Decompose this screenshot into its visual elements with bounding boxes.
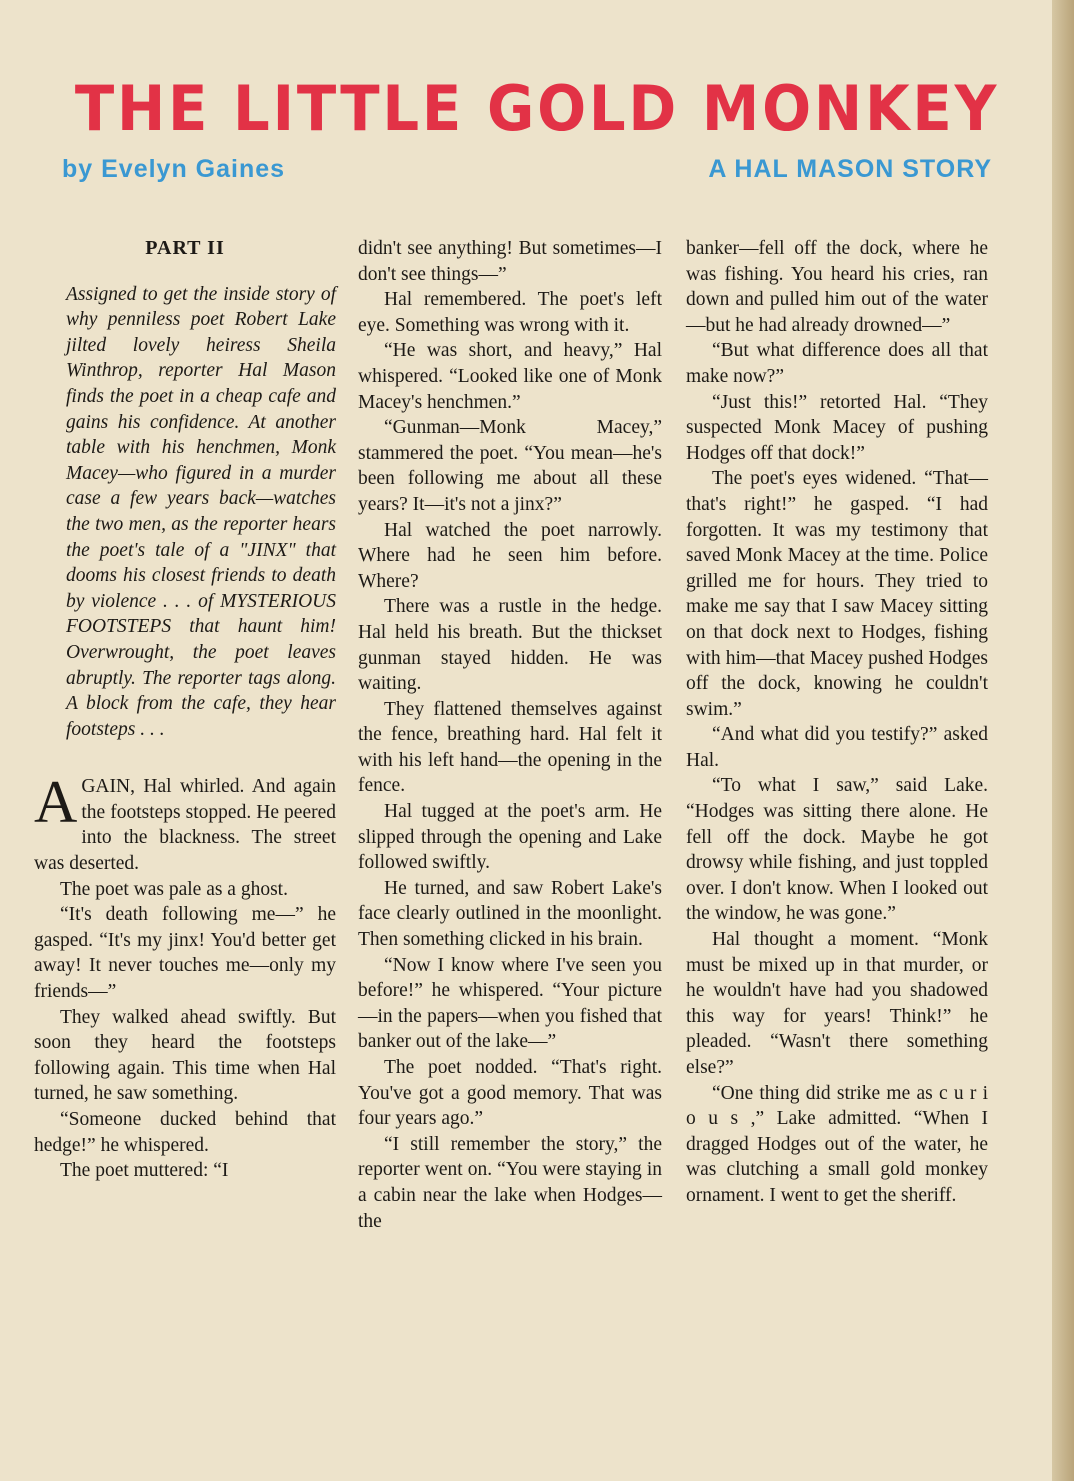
paragraph: “Now I know where I've seen you before!” he whispered. “Your picture—in the papers—when you fished that banker out of the lake—” <box>358 954 662 1053</box>
story-title: THE LITTLE GOLD MONKEY <box>74 72 1000 145</box>
paragraph: The poet nodded. “That's right. You've got a good memory. That was four years ago.” <box>358 1057 662 1130</box>
paragraph: The poet's eyes widened. “That—that's right!” he gasped. “I had forgotten. It was my testimony that saved Monk Macey at the time. Police grilled me for hours. They tried to make me say that I saw Macey sitting on that dock next to Hodges, fishing with him—that Macey pushed Hodges off the dock, knowing he couldn't swim.” <box>686 468 988 720</box>
paragraph: “And what did you testify?” asked Hal. <box>686 724 988 771</box>
paragraph: AGAIN, Hal whirled. And again the footsteps stopped. He peered into the blackness. The street was deserted. <box>34 769 336 875</box>
paragraph: They flattened themselves against the fence, breathing hard. Hal felt it with his left hand—the opening in the fence. <box>358 698 662 797</box>
paragraph: He turned, and saw Robert Lake's face clearly outlined in the moonlight. Then something clicked in his brain. <box>358 877 662 951</box>
paragraph: “Someone ducked behind that hedge!” he whispered. <box>34 1109 336 1156</box>
drop-cap: A <box>34 769 78 836</box>
part-heading: PART II <box>145 237 225 259</box>
paragraph: “It's death following me—” he gasped. “It's my jinx! You'd better get away! It never touches me—only my friends—” <box>34 904 336 1003</box>
paragraph: The poet was pale as a ghost. <box>60 878 288 900</box>
column-2 <box>358 236 662 1234</box>
column-1 <box>34 236 336 1184</box>
paragraph: “But what difference does all that make now?” <box>686 340 988 387</box>
paragraph: “To what I saw,” said Lake. “Hodges was sitting there alone. He fell off the dock. Maybe he got drowsy while fishing, and just toppled over. I don't know. When I looked out the window, he was gone.” <box>686 775 988 925</box>
paragraph: “I still remember the story,” the reporter went on. “You were staying in a cabin near the lake when Hodges—the <box>358 1133 662 1232</box>
paragraph: Hal remembered. The poet's left eye. Something was wrong with it. <box>358 289 662 336</box>
paragraph: Hal tugged at the poet's arm. He slipped through the opening and Lake followed swiftly. <box>358 801 662 874</box>
series-label: A HAL MASON STORY <box>708 155 992 183</box>
paragraph: “Gunman—Monk Macey,” stammered the poet. “You mean—he's been following me about all these years? It—it's not a jinx?” <box>358 417 662 515</box>
paragraph: Hal watched the poet narrowly. Where had he seen him before. Where? <box>358 519 662 592</box>
page-spine <box>1052 0 1074 1481</box>
paragraph: Hal thought a moment. “Monk must be mixed up in that murder, or he wouldn't have had you shadowed this way for years! Think!” he pleaded. “Wasn't there something else?” <box>686 929 988 1078</box>
paragraph: “He was short, and heavy,” Hal whispered. “Looked like one of Monk Macey's henchmen.” <box>358 340 662 413</box>
paragraph: banker—fell off the dock, where he was fishing. You heard his cries, ran down and pulled him out of the water—but he had already drowned—” <box>686 238 988 336</box>
paragraph: “Just this!” retorted Hal. “They suspected Monk Macey of pushing Hodges off that dock!” <box>686 391 988 464</box>
paragraph: They walked ahead swiftly. But soon they heard the footsteps following again. This time when Hal turned, he saw something. <box>34 1006 336 1105</box>
paragraph: didn't see anything! But sometimes—I don't see things—” <box>358 238 662 285</box>
paragraph: There was a rustle in the hedge. Hal held his breath. But the thickset gunman stayed hidden. He was waiting. <box>358 596 662 695</box>
column-3 <box>686 236 988 1209</box>
synopsis: Assigned to get the inside story of why penniless poet Robert Lake jilted lovely heiress Sheila Winthrop, reporter Hal Mason finds the poet in a cheap cafe and gains his confidence. At another table with his henchmen, Monk Macey—who figured in a murder case a few years back—watches the two men, as the reporter hears the poet's tale of a "JINX" that dooms his closest friends to death by violence . . . of MYSTERIOUS FOOTSTEPS that haunt him! Overwrought, the poet leaves abruptly. The reporter tags along. A block from the cafe, they hear footsteps . . . <box>66 283 336 740</box>
paragraph: “One thing did strike me as c u r i o u s ,” Lake admitted. “When I dragged Hodges out of the water, he was clutching a small gold monkey ornament. I went to get the sheriff. <box>686 1082 988 1206</box>
author-byline: by Evelyn Gaines <box>62 155 286 183</box>
paragraph: The poet muttered: “I <box>60 1160 229 1182</box>
